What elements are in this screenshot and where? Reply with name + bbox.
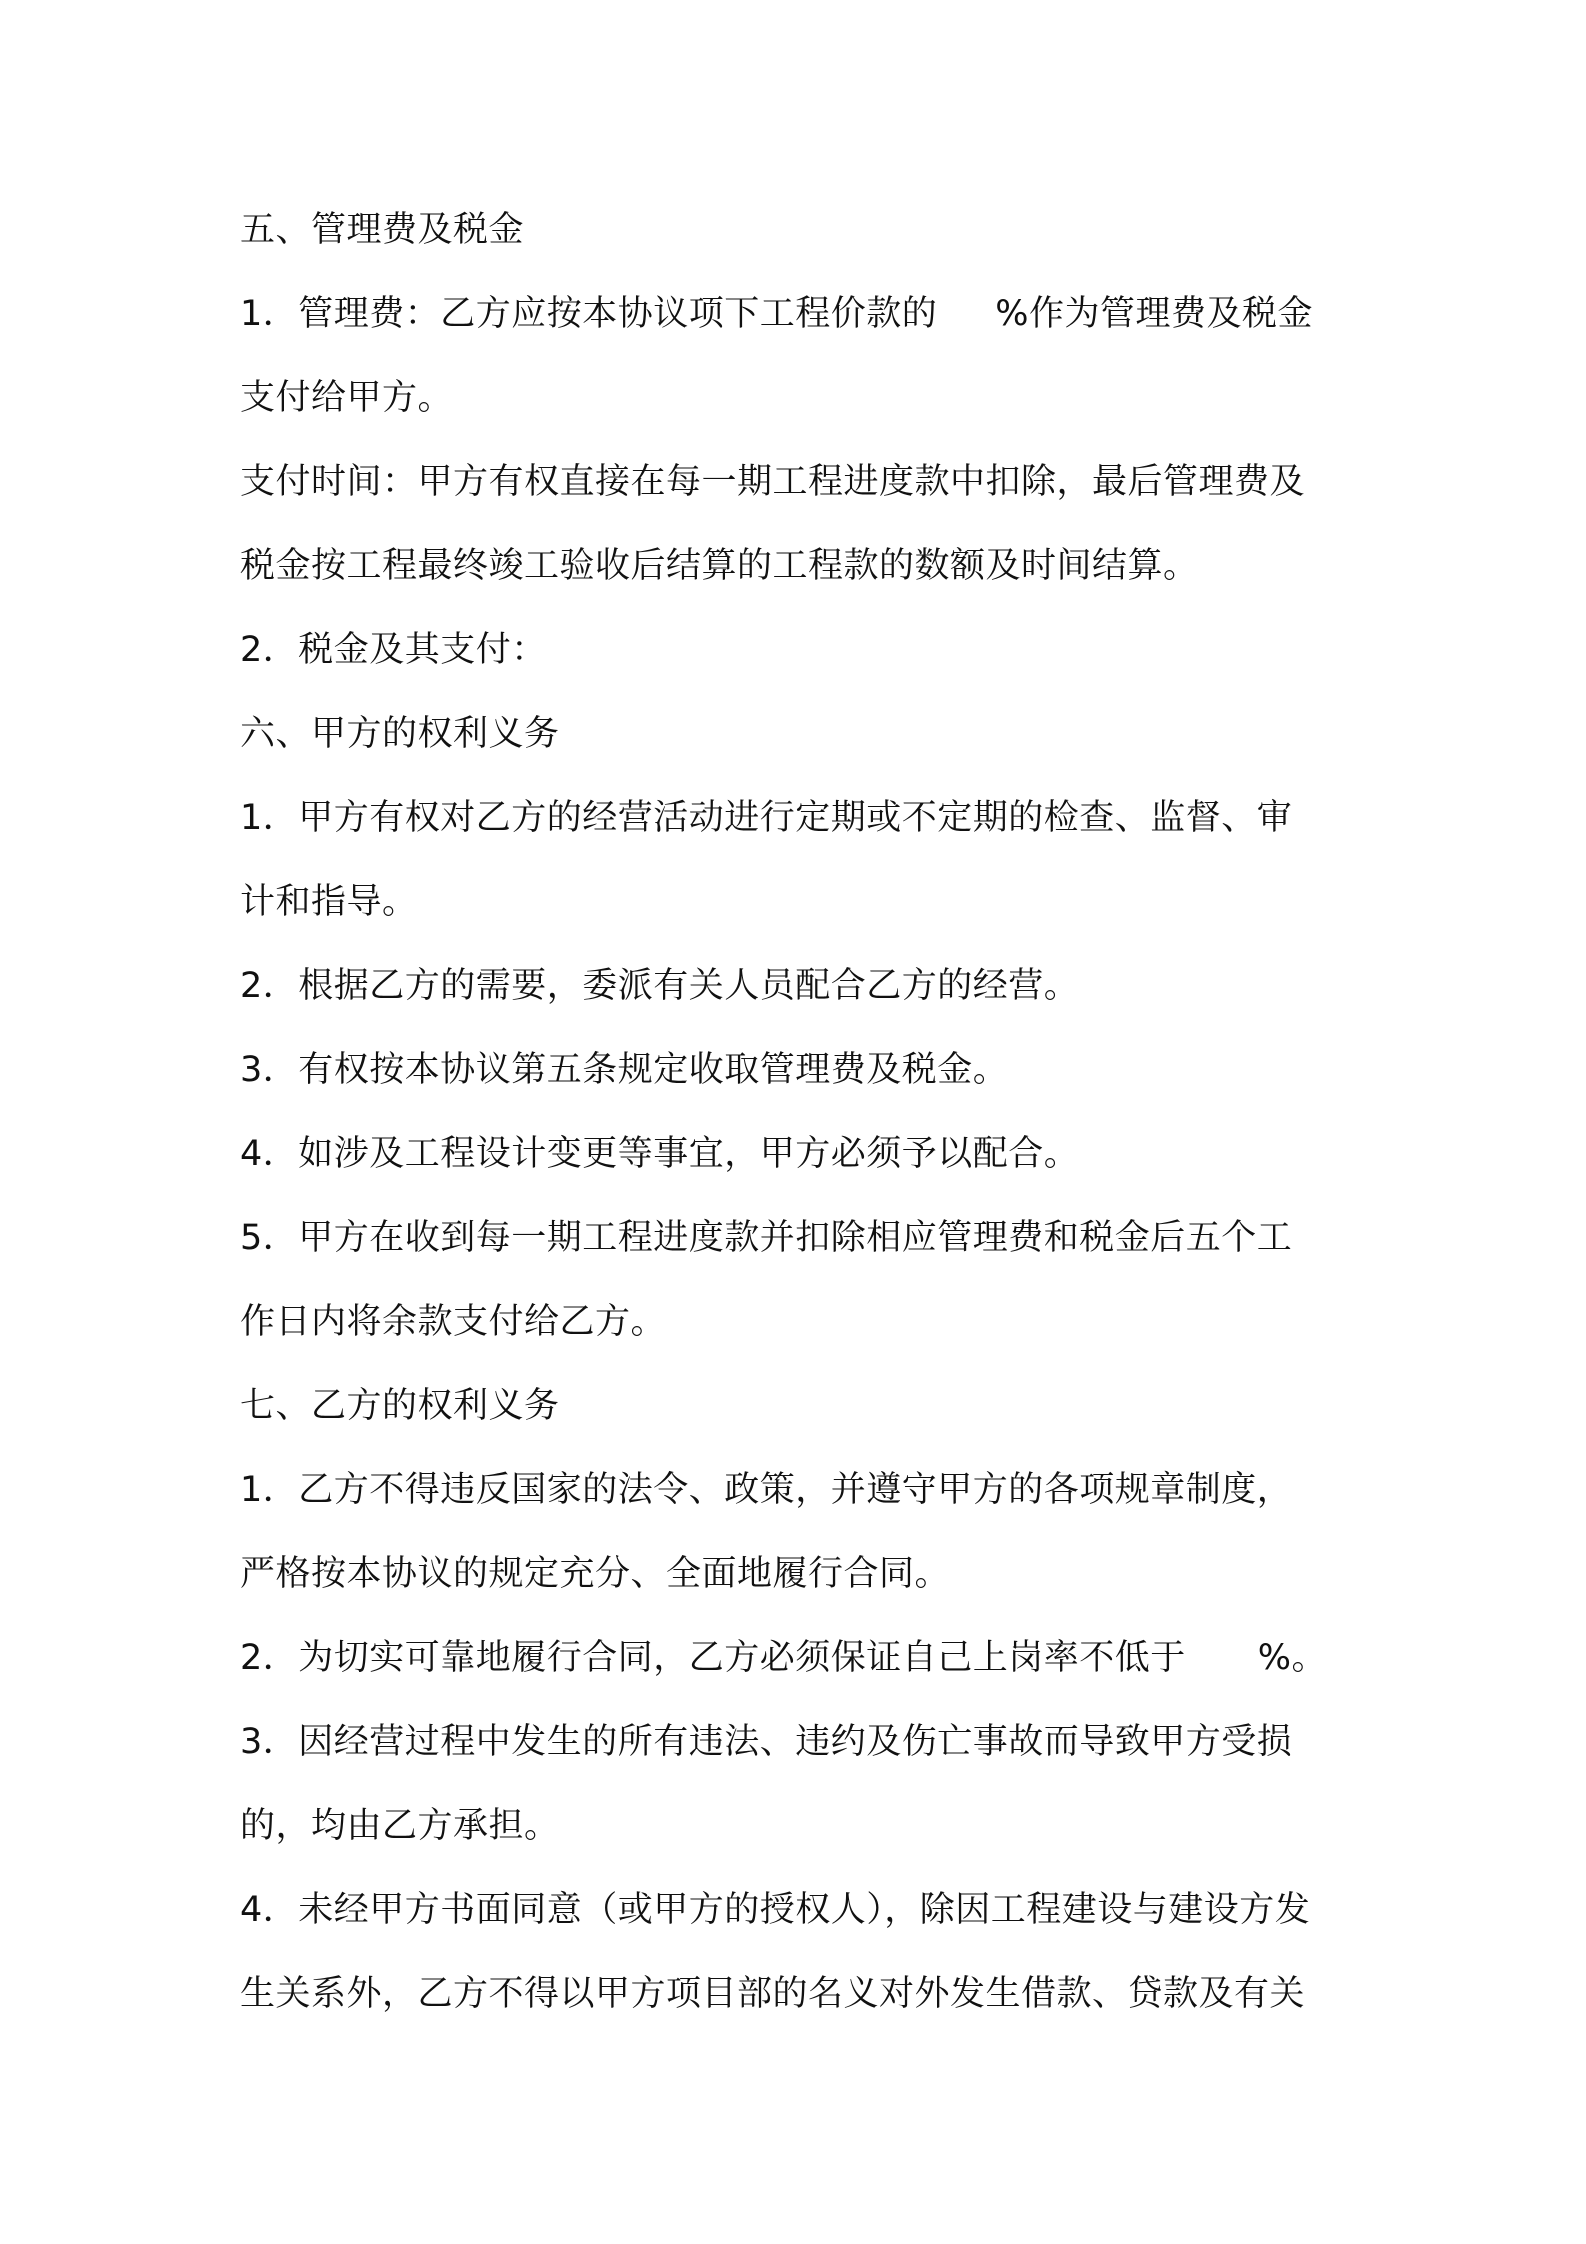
section-7-item-3-line-1: 3．因经营过程中发生的所有违法、违约及伤亡事故而导致甲方受损	[240, 1722, 1293, 1762]
section-6-item-1-line-1: 1．甲方有权对乙方的经营活动进行定期或不定期的检查、监督、审	[240, 798, 1293, 838]
section-6-item-5-line-2: 作日内将余款支付给乙方。	[240, 1302, 667, 1342]
item-text: 2．为切实可靠地履行合同，乙方必须保证自己上岗率不低于	[240, 1638, 1186, 1678]
section-6-heading: 六、甲方的权利义务	[240, 714, 560, 754]
section-7-heading: 七、乙方的权利义务	[240, 1386, 560, 1426]
section-6-item-3: 3．有权按本协议第五条规定收取管理费及税金。	[240, 1050, 1009, 1090]
section-6-item-5-line-1: 5．甲方在收到每一期工程进度款并扣除相应管理费和税金后五个工	[240, 1218, 1293, 1258]
section-5-item-1-line-2: 支付给甲方。	[240, 378, 454, 418]
section-7-item-4-line-2: 生关系外，乙方不得以甲方项目部的名义对外发生借款、贷款及有关	[240, 1974, 1306, 2014]
payment-time-line-1: 支付时间：甲方有权直接在每一期工程进度款中扣除，最后管理费及	[240, 462, 1306, 502]
payment-time-line-2: 税金按工程最终竣工验收后结算的工程款的数额及时间结算。	[240, 546, 1199, 586]
section-5-item-1-line-1	[240, 284, 1313, 344]
section-7-item-4-line-1: 4．未经甲方书面同意（或甲方的授权人），除因工程建设与建设方发	[240, 1890, 1311, 1930]
section-7-item-1-line-1: 1．乙方不得违反国家的法令、政策，并遵守甲方的各项规章制度，	[240, 1470, 1293, 1510]
section-5-heading: 五、管理费及税金	[240, 210, 525, 250]
section-7-item-1-line-2: 严格按本协议的规定充分、全面地履行合同。	[240, 1554, 951, 1594]
section-6-item-4: 4．如涉及工程设计变更等事宜，甲方必须予以配合。	[240, 1134, 1080, 1174]
section-5-item-2: 2．税金及其支付：	[240, 630, 547, 670]
section-6-item-2: 2．根据乙方的需要，委派有关人员配合乙方的经营。	[240, 966, 1080, 1006]
section-7-item-2	[240, 1628, 1327, 1688]
item-text: 1．管理费：乙方应按本协议项下工程价款的	[240, 294, 938, 334]
item-text: %作为管理费及税金	[995, 294, 1314, 334]
section-6-item-1-line-2: 计和指导。	[240, 882, 418, 922]
item-text: %。	[1257, 1638, 1328, 1678]
section-7-item-3-line-2: 的，均由乙方承担。	[240, 1806, 560, 1846]
